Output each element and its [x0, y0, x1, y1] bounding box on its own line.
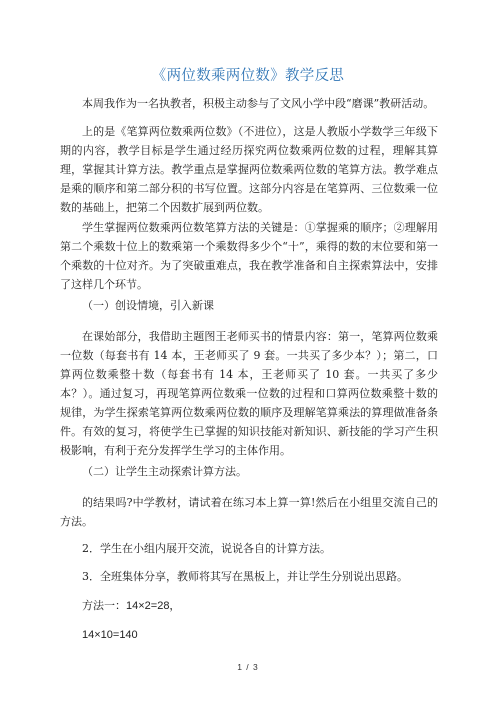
- page-number: 1 / 3: [237, 662, 259, 672]
- page-title: 《两位数乘两位数》教学反思: [151, 68, 345, 84]
- list-item-3: 3．全班集体分享，教师将其写在黑板上，并让学生分别说出思路。: [82, 570, 408, 583]
- section-heading-1: （一）创设情境，引入新课: [82, 299, 214, 312]
- list-item-2: 2．学生在小组内展开交流，说说各自的计算方法。: [82, 542, 331, 555]
- paragraph-lesson-overview: 上的是《笔算两位数乘两位数》（不进位），这是人教版小学数学三年级下期的内容，教学目标是学生通过经历探究两位数乘两位数的过程，理解其算理，掌握其计算方法。教学重点是掌握两位数乘两位数的笔算方法。教学难点是乘的顺序和第二部分积的书写位置。这部分内容是在笔算两、三位数乘一位数的基础上，把第二个因数扩展到两位数。: [60, 125, 438, 214]
- method-one-line-2: 14×10=140: [82, 629, 138, 641]
- paragraph-situation: 在课始部分，我借助主题图王老师买书的情景内容：第一，笔算两位数乘一位数（每套书有 14 本，王老师买了 9 套。一共买了多少本？）；第二，口算两位数乘整十数（每套书有 14 本，王老师买了 10 套。一共买了多少本？）。通过复习，再现笔算两位数乘一位数的过程和口算两位数乘整十数的规律，为学生探索笔算两位数乘两位数的顺序及理解笔算乘法的算理做准备条件。有效的复习，将使学生已掌握的知识技能对新知识、新技能的学习产生积极影响，有利于充分发挥学生学习的主体作用。: [60, 330, 438, 457]
- section-heading-2: （二）让学生主动探索计算方法。: [82, 465, 247, 478]
- method-one-line-1: 方法一：14×2=28，: [82, 600, 181, 612]
- paragraph-explore: 的结果吗?中学教材，请试着在练习本上算一算!然后在小组里交流自己的方法。: [60, 496, 438, 528]
- paragraph-intro: 本周我作为一名执教者，积极主动参与了文风小学中段“磨课”教研活动。: [82, 97, 435, 110]
- paragraph-key-points: 学生掌握两位数乘两位数笔算方法的关键是：①掌握乘的顺序；②理解用第二个乘数十位上的数乘第一个乘数得多少个“十”，乘得的数的末位要和第一个乘数的十位对齐。为了突破重难点，我在教学准备和自主探索算法中，安排了这样几个环节。: [60, 221, 438, 291]
